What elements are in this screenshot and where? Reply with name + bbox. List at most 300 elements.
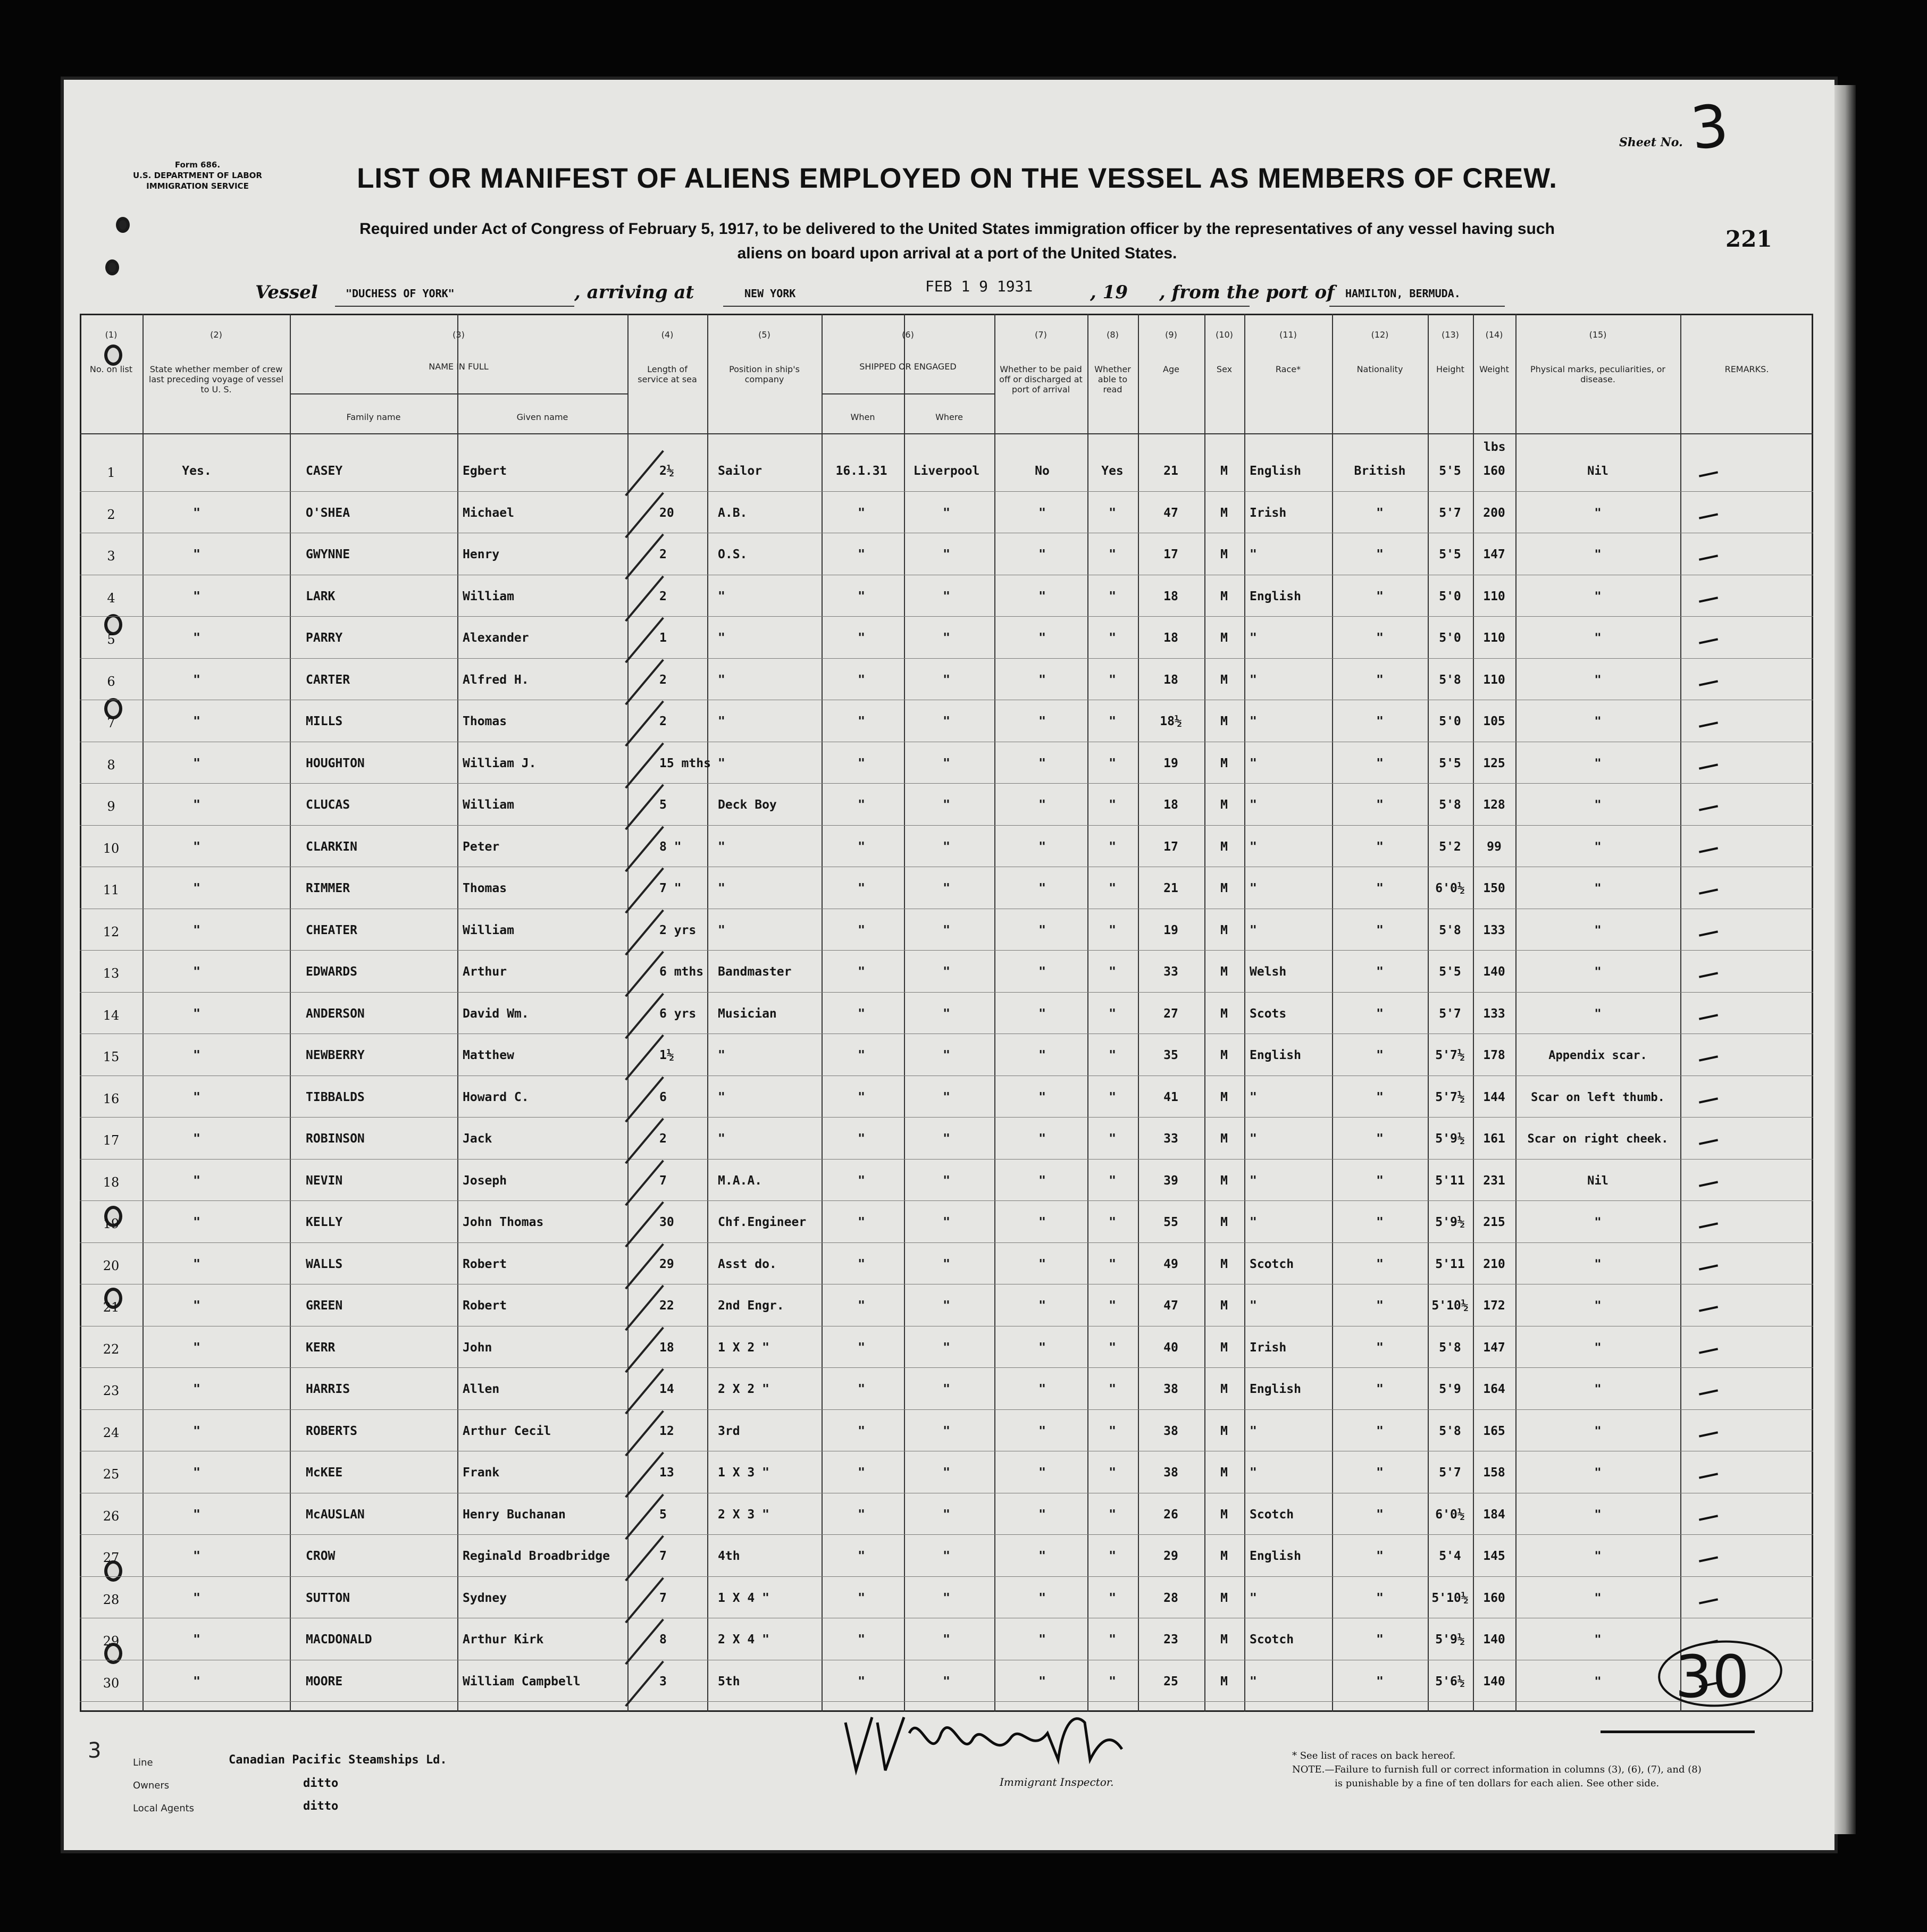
cell-service: 30	[659, 1215, 674, 1229]
cell-where: "	[943, 923, 950, 937]
cell-age: 25	[1163, 1674, 1178, 1689]
cell-paid: "	[1038, 1674, 1046, 1689]
cell-where: "	[943, 589, 950, 603]
cell-position: 4th	[718, 1549, 740, 1563]
underline	[335, 306, 574, 307]
cell-read: "	[1109, 1382, 1116, 1396]
cell-given: Matthew	[463, 1048, 514, 1062]
cell-where: "	[943, 1048, 950, 1062]
cell-given: David Wm.	[463, 1006, 529, 1021]
row-rule	[80, 1409, 1813, 1410]
cell-height: 5'7	[1439, 1466, 1461, 1480]
cell-where: "	[943, 506, 950, 520]
cell-race: "	[1250, 1173, 1257, 1188]
cell-given: Frank	[463, 1466, 500, 1480]
cell-age: 33	[1163, 1132, 1178, 1146]
cell-family: TIBBALDS	[306, 1090, 365, 1104]
cell-sex: M	[1220, 673, 1228, 687]
document-subtitle	[234, 217, 1680, 266]
cell-weight: 145	[1483, 1549, 1505, 1563]
column-number: (12)	[1371, 330, 1389, 340]
cell-family: CASEY	[306, 464, 343, 478]
cell-marks: "	[1594, 1257, 1602, 1271]
column-number: (2)	[210, 330, 222, 340]
cell-given: Thomas	[463, 715, 507, 728]
cell-position: O.S.	[718, 548, 748, 561]
cell-read: "	[1109, 506, 1116, 520]
cell-height: 5'7	[1439, 506, 1461, 520]
column-number: (5)	[758, 330, 770, 340]
cell-read: "	[1109, 548, 1116, 561]
cell-race: "	[1250, 1299, 1257, 1313]
cell-paid: "	[1038, 923, 1046, 937]
cell-race: "	[1250, 1132, 1257, 1146]
cell-age: 49	[1163, 1257, 1178, 1271]
row-number: 15	[103, 1049, 120, 1064]
cell-service: 6	[659, 1090, 667, 1104]
cell-service: 2	[659, 589, 667, 603]
cell-prev: "	[193, 1633, 200, 1647]
cell-when: "	[858, 631, 865, 645]
cell-marks: "	[1594, 1633, 1602, 1647]
cell-race: English	[1250, 1048, 1301, 1062]
cell-age: 23	[1163, 1633, 1178, 1647]
cell-paid: "	[1038, 715, 1046, 728]
cell-marks: "	[1594, 1591, 1602, 1605]
service-label: IMMIGRATION SERVICE	[146, 181, 249, 191]
cell-family: ROBERTS	[306, 1424, 357, 1438]
cell-service: 1½	[659, 1048, 674, 1062]
cell-when: "	[858, 1257, 865, 1271]
cell-prev: "	[193, 1173, 200, 1188]
cell-given: Robert	[463, 1299, 507, 1313]
cell-paid: "	[1038, 839, 1046, 854]
cell-where: "	[943, 756, 950, 770]
subtitle-line-2: aliens on board upon arrival at a port of the United States.	[737, 245, 1177, 262]
cell-paid: "	[1038, 1382, 1046, 1396]
cell-race: English	[1250, 1382, 1301, 1396]
cell-position: 1 X 2 "	[718, 1340, 769, 1355]
cell-nat: "	[1376, 1215, 1384, 1229]
column-divider	[1680, 314, 1681, 1712]
cell-position: 5th	[718, 1674, 740, 1689]
arriving-port: NEW YORK	[744, 287, 796, 300]
total-underline	[1601, 1731, 1755, 1733]
cell-paid: "	[1038, 673, 1046, 687]
cell-paid: "	[1038, 1257, 1046, 1271]
cell-family: HARRIS	[306, 1382, 350, 1396]
subheader-divider	[822, 393, 994, 394]
cell-height: 5'5	[1439, 548, 1461, 561]
cell-sex: M	[1220, 1340, 1228, 1355]
cell-when: "	[858, 1006, 865, 1021]
cell-age: 38	[1163, 1424, 1178, 1438]
cell-family: ROBINSON	[306, 1132, 365, 1146]
cell-age: 29	[1163, 1549, 1178, 1563]
column-header: REMARKS.	[1724, 364, 1769, 374]
row-rule	[80, 1576, 1813, 1577]
cell-height: 5'8	[1439, 923, 1461, 937]
cell-marks: "	[1594, 882, 1602, 895]
cell-family: CARTER	[306, 673, 350, 687]
date-stamp: FEB 1 9 1931	[925, 278, 1033, 295]
cell-height: 5'9½	[1435, 1215, 1465, 1229]
cell-marks: "	[1594, 840, 1602, 854]
cell-given: William	[463, 923, 514, 937]
column-number: (14)	[1485, 330, 1503, 340]
cell-prev: "	[193, 1382, 200, 1396]
cell-sex: M	[1220, 548, 1228, 561]
cell-weight: 140	[1483, 965, 1505, 979]
cell-where: "	[943, 1674, 950, 1689]
cell-sex: M	[1220, 1466, 1228, 1480]
cell-family: O'SHEA	[306, 506, 350, 520]
cell-paid: "	[1038, 1549, 1046, 1563]
cell-weight: 215	[1483, 1215, 1505, 1229]
cell-service: 18	[659, 1340, 674, 1355]
subheader-divider	[290, 393, 627, 394]
cell-when: "	[858, 839, 865, 854]
subcolumn-divider	[457, 393, 458, 433]
cell-paid: "	[1038, 589, 1046, 603]
cell-given: William	[463, 589, 514, 603]
cell-read: "	[1109, 1257, 1116, 1271]
cell-family: LARK	[306, 589, 336, 603]
cell-prev: "	[193, 1090, 200, 1104]
cell-sex: M	[1220, 1633, 1228, 1647]
cell-marks: "	[1594, 965, 1602, 979]
cell-family: GREEN	[306, 1299, 343, 1313]
cell-age: 28	[1163, 1591, 1178, 1605]
cell-height: 5'2	[1439, 839, 1461, 854]
row-rule	[80, 491, 1813, 492]
cell-weight: 110	[1483, 673, 1505, 687]
row-number: 9	[107, 799, 115, 814]
cell-paid: "	[1038, 1591, 1046, 1605]
cell-family: KERR	[306, 1340, 336, 1355]
cell-age: 18	[1163, 673, 1178, 687]
cell-race: Scotch	[1250, 1507, 1294, 1522]
cell-age: 18½	[1160, 715, 1182, 728]
row-number: 21	[103, 1300, 120, 1315]
row-number: 20	[103, 1258, 120, 1273]
weight-unit: lbs	[1484, 440, 1506, 454]
row-number: 12	[103, 924, 120, 939]
cell-family: NEWBERRY	[306, 1048, 365, 1062]
cell-where: "	[943, 1006, 950, 1021]
cell-position: "	[718, 1090, 725, 1104]
cell-sex: M	[1220, 1591, 1228, 1605]
line-value: Canadian Pacific Steamships Ld.	[229, 1753, 447, 1767]
cell-race: "	[1250, 839, 1257, 854]
cell-where: "	[943, 798, 950, 812]
cell-marks: "	[1594, 923, 1602, 937]
cell-nat: "	[1376, 965, 1384, 979]
cell-service: 12	[659, 1424, 674, 1438]
cell-nat: "	[1376, 1006, 1384, 1021]
cell-given: Arthur Cecil	[463, 1424, 551, 1438]
cell-height: 5'5	[1439, 756, 1461, 770]
cell-paid: "	[1038, 1132, 1046, 1146]
cell-position: "	[718, 923, 725, 937]
cell-family: EDWARDS	[306, 965, 357, 979]
cell-when: "	[858, 1132, 865, 1146]
cell-age: 35	[1163, 1048, 1178, 1062]
cell-service: 8 "	[659, 839, 682, 854]
row-rule	[80, 992, 1813, 993]
cell-weight: 160	[1483, 464, 1505, 478]
cell-paid: "	[1038, 631, 1046, 645]
owners-value: ditto	[303, 1777, 339, 1790]
cell-when: "	[858, 506, 865, 520]
cell-position: 1 X 4 "	[718, 1591, 769, 1605]
cell-where: "	[943, 1215, 950, 1229]
cell-position: "	[718, 881, 725, 895]
line-label: Line	[133, 1757, 153, 1768]
cell-race: Scotch	[1250, 1257, 1294, 1271]
cell-height: 5'7½	[1435, 1090, 1465, 1104]
cell-when: "	[858, 1507, 865, 1522]
cell-race: "	[1250, 631, 1257, 645]
cell-age: 18	[1163, 798, 1178, 812]
cell-race: Scotch	[1250, 1633, 1294, 1647]
cell-sex: M	[1220, 589, 1228, 603]
cell-where: "	[943, 881, 950, 895]
row-rule	[80, 950, 1813, 951]
cell-sex: M	[1220, 1215, 1228, 1229]
cell-age: 27	[1163, 1006, 1178, 1021]
subtitle-line-1: Required under Act of Congress of February 5, 1917, to be delivered to the United States immigration officer by the representatives of any vessel having such	[359, 220, 1555, 238]
cell-service: 7	[659, 1591, 667, 1605]
cell-nat: "	[1376, 673, 1384, 687]
cell-height: 5'11	[1435, 1257, 1465, 1271]
underline	[1329, 306, 1505, 307]
column-divider	[627, 314, 629, 1712]
cell-where: "	[943, 1549, 950, 1563]
cell-paid: "	[1038, 1299, 1046, 1313]
cell-race: "	[1250, 756, 1257, 770]
cell-nat: "	[1376, 756, 1384, 770]
cell-service: 20	[659, 506, 674, 520]
from-label: , from the port of	[1159, 282, 1335, 303]
column-header: Height	[1436, 364, 1464, 374]
cell-nat: "	[1376, 715, 1384, 728]
cell-marks: "	[1594, 632, 1602, 645]
cell-given: Peter	[463, 839, 500, 854]
cell-prev: "	[193, 506, 200, 520]
cell-where: "	[943, 1340, 950, 1355]
cell-weight: 184	[1483, 1507, 1505, 1522]
cell-service: 14	[659, 1382, 674, 1396]
footnote	[1292, 1749, 1771, 1791]
cell-marks: "	[1594, 590, 1602, 603]
row-rule	[80, 1367, 1813, 1368]
column-subheader: Family name	[346, 412, 401, 422]
cell-nat: "	[1376, 839, 1384, 854]
cell-nat: "	[1376, 1048, 1384, 1062]
cell-weight: 210	[1483, 1257, 1505, 1271]
cell-age: 47	[1163, 506, 1178, 520]
cell-age: 26	[1163, 1507, 1178, 1522]
cell-nat: "	[1376, 923, 1384, 937]
cell-where: "	[943, 548, 950, 561]
footnote-warning: NOTE.—Failure to furnish full or correct information in columns (3), (6), (7), and (8)	[1292, 1764, 1702, 1775]
cell-height: 5'6½	[1435, 1674, 1465, 1689]
row-rule	[80, 658, 1813, 659]
cell-when: "	[858, 965, 865, 979]
cell-given: Henry Buchanan	[463, 1507, 566, 1522]
cell-height: 5'9½	[1435, 1132, 1465, 1146]
cell-family: WALLS	[306, 1257, 343, 1271]
row-number: 10	[103, 841, 120, 856]
cell-read: "	[1109, 1424, 1116, 1438]
vessel-line	[255, 278, 1585, 309]
column-header: SHIPPED OR ENGAGED	[859, 362, 957, 372]
cell-nat: "	[1376, 1424, 1384, 1438]
cell-prev: "	[193, 589, 200, 603]
binder-hole	[116, 217, 130, 233]
cell-read: "	[1109, 1507, 1116, 1522]
cell-read: "	[1109, 798, 1116, 812]
cell-marks: "	[1594, 757, 1602, 770]
cell-race: "	[1250, 1424, 1257, 1438]
cell-prev: "	[193, 1591, 200, 1605]
cell-sex: M	[1220, 1257, 1228, 1271]
row-number: 14	[103, 1007, 120, 1023]
cell-sex: M	[1220, 839, 1228, 854]
cell-height: 5'0	[1439, 631, 1461, 645]
cell-weight: 161	[1483, 1132, 1505, 1146]
cell-prev: "	[193, 881, 200, 895]
cell-read: "	[1109, 1549, 1116, 1563]
cell-weight: 231	[1483, 1173, 1505, 1188]
row-rule	[80, 1117, 1813, 1118]
cell-age: 18	[1163, 631, 1178, 645]
cell-paid: "	[1038, 798, 1046, 812]
inspector-signature	[835, 1701, 1133, 1781]
cell-paid: "	[1038, 1633, 1046, 1647]
paper-edge	[1834, 85, 1856, 1834]
cell-height: 5'7	[1439, 1006, 1461, 1021]
cell-service: 2	[659, 548, 667, 561]
cell-paid: No	[1035, 464, 1050, 478]
cell-paid: "	[1038, 1090, 1046, 1104]
cell-marks: "	[1594, 1383, 1602, 1396]
cell-age: 21	[1163, 464, 1178, 478]
cell-read: "	[1109, 1048, 1116, 1062]
cell-family: MACDONALD	[306, 1633, 372, 1647]
row-number: 19	[103, 1216, 120, 1231]
row-rule	[80, 616, 1813, 617]
cell-height: 5'11	[1435, 1173, 1465, 1188]
sheet-number: 3	[1687, 91, 1732, 163]
cell-weight: 172	[1483, 1299, 1505, 1313]
cell-race: Welsh	[1250, 965, 1287, 979]
column-header: Nationality	[1356, 364, 1403, 374]
cell-family: HOUGHTON	[306, 756, 365, 770]
agents-value: ditto	[303, 1800, 339, 1813]
cell-where: "	[943, 1424, 950, 1438]
cell-height: 5'7½	[1435, 1048, 1465, 1062]
cell-when: "	[858, 589, 865, 603]
cell-read: "	[1109, 1466, 1116, 1480]
cell-weight: 158	[1483, 1466, 1505, 1480]
cell-race: Irish	[1250, 1340, 1287, 1355]
cell-position: "	[718, 631, 725, 645]
column-number: (15)	[1589, 330, 1607, 340]
cell-nat: "	[1376, 1173, 1384, 1188]
cell-race: Irish	[1250, 506, 1287, 520]
column-divider	[457, 314, 458, 1712]
cell-marks: "	[1594, 1299, 1602, 1313]
cell-height: 5'5	[1439, 965, 1461, 979]
cell-weight: 178	[1483, 1048, 1505, 1062]
cell-sex: M	[1220, 464, 1228, 478]
cell-where: "	[943, 1257, 950, 1271]
cell-where: "	[943, 631, 950, 645]
column-subheader: Given name	[516, 412, 568, 422]
column-subheader: When	[850, 412, 875, 422]
cell-position: "	[718, 839, 725, 854]
cell-where: "	[943, 1507, 950, 1522]
row-rule	[80, 1200, 1813, 1201]
row-number: 25	[103, 1467, 120, 1482]
total-circle	[1654, 1632, 1787, 1712]
cell-marks: "	[1594, 673, 1602, 687]
cell-service: 2	[659, 673, 667, 687]
cell-nat: "	[1376, 1591, 1384, 1605]
cell-marks: "	[1594, 799, 1602, 812]
cell-race: English	[1250, 589, 1301, 603]
column-header: Weight	[1479, 364, 1509, 374]
cell-family: PARRY	[306, 631, 343, 645]
cell-marks: "	[1594, 1341, 1602, 1355]
cell-family: CLUCAS	[306, 798, 350, 812]
cell-height: 5'10½	[1431, 1299, 1469, 1313]
cell-when: "	[858, 715, 865, 728]
cell-where: "	[943, 1591, 950, 1605]
cell-given: Henry	[463, 548, 500, 561]
cell-age: 21	[1163, 881, 1178, 895]
cell-read: "	[1109, 589, 1116, 603]
cell-sex: M	[1220, 881, 1228, 895]
cell-given: Arthur	[463, 965, 507, 979]
inspector-label: Immigrant Inspector.	[1000, 1776, 1114, 1788]
page-number: 221	[1725, 226, 1772, 252]
from-port: HAMILTON, BERMUDA.	[1345, 287, 1461, 300]
cell-family: MOORE	[306, 1674, 343, 1689]
cell-sex: M	[1220, 923, 1228, 937]
cell-given: Thomas	[463, 881, 507, 895]
cell-where: "	[943, 1466, 950, 1480]
row-number: 13	[103, 966, 120, 981]
cell-marks: "	[1594, 1424, 1602, 1438]
cell-weight: 140	[1483, 1674, 1505, 1689]
cell-weight: 99	[1487, 839, 1502, 854]
cell-prev: "	[193, 1340, 200, 1355]
cell-given: Allen	[463, 1382, 500, 1396]
cell-marks: "	[1594, 1508, 1602, 1522]
cell-family: McAUSLAN	[306, 1507, 365, 1522]
cell-given: John Thomas	[463, 1215, 544, 1229]
vessel-name: "DUCHESS OF YORK"	[346, 287, 455, 300]
form-number: Form 686.	[174, 160, 221, 170]
column-header: Length of service at sea	[638, 364, 697, 384]
cell-when: "	[858, 756, 865, 770]
cell-when: "	[858, 798, 865, 812]
cell-paid: "	[1038, 1340, 1046, 1355]
cell-nat: "	[1376, 1382, 1384, 1396]
